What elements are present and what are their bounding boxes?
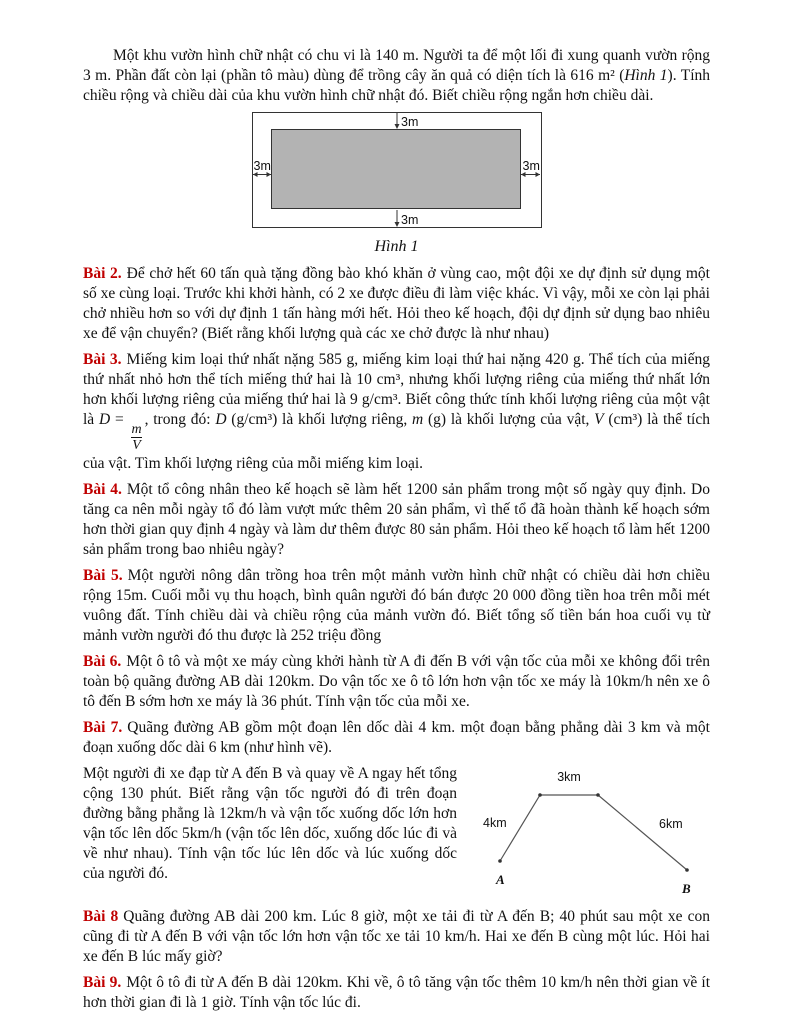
math-variable-V: V <box>594 411 604 428</box>
problem-7 <box>83 718 710 758</box>
problem-2 <box>83 264 710 344</box>
problem-8-label: Bài 8 <box>83 907 119 925</box>
problem-3-text-5: (cm³) là thể tích của vật. Tìm khối lượng riêng của mỗi miếng kim loại. <box>83 411 710 472</box>
problem-4 <box>83 480 710 560</box>
problem-4-text: Một tổ công nhân theo kế hoạch sẽ làm hết 1200 sản phẩm trong một số ngày quy định. Do tăng ca nên mỗi ngày tổ đó làm vượt mức thêm 20 sản phẩm, vì thế tổ đã hoàn thành kế hoạch sớm hơn thời gian quy định 4 ngày và làm dư thêm được 80 sản phẩm. Hỏi theo kế hoạch tổ làm hết 1200 sản phẩm trong bao nhiêu ngày? <box>83 480 710 558</box>
intro-text-1: Một khu vườn hình chữ nhật có chu vi là 140 m. Người ta để một lối đi xung quanh vườn rộng 3 m. Phần đất còn lại (phần tô màu) dùng để trồng cây ăn quả có diện tích là 616 m² ( <box>83 47 710 84</box>
bottom-dimension-label: 3m <box>400 213 418 227</box>
garden-diagram <box>252 112 542 228</box>
fraction-m-over-V <box>131 422 141 454</box>
intro-text-2: ). Tính chiều rộng và chiều dài của khu vườn hình chữ nhật đó. Biết chiều rộng ngắn hơn chiều dài. <box>83 67 711 104</box>
problem-6-text: Một ô tô và một xe máy cùng khởi hành từ A đi đến B với vận tốc của mỗi xe không đổi trên toàn bộ quãng đường AB dài 120km. Do vận tốc xe ô tô lớn hơn vận tốc xe máy là 10km/h nên xe ô tô đến B sớm hơn xe máy là 36 phút. Tính vận tốc của mỗi xe. <box>83 652 710 710</box>
problem-7-two-column-block <box>83 764 710 903</box>
problem-9-text: Một ô tô đi từ A đến B dài 120km. Khi về, ô tô tăng vận tốc thêm 10 km/h nên thời gian về ít hơn thời gian đi là 1 giờ. Tính vận tốc lúc đi. <box>83 973 710 1011</box>
downhill-segment-label: 6km <box>659 816 683 831</box>
problem-6-label: Bài 6. <box>83 652 122 670</box>
road-profile-diagram <box>460 764 710 897</box>
problem-2-label: Bài 2. <box>83 265 122 282</box>
problem-9-label: Bài 9. <box>83 973 122 991</box>
top-dimension-label: 3m <box>400 115 418 129</box>
problem-3-text-3: (g/cm³) là khối lượng riêng, <box>226 411 412 428</box>
problem-3 <box>83 350 710 474</box>
fraction-numerator: m <box>131 422 142 437</box>
problem-8-text: Quãng đường AB dài 200 km. Lúc 8 giờ, một xe tải đi từ A đến B; 40 phút sau một xe con cũng đi từ A đến B với vận tốc lớn hơn vận tốc xe tải 10 km/h. Hai xe đến B cùng một lúc. Hỏi hai xe đến B lúc mấy giờ? <box>83 907 710 965</box>
problem-3-text-4: (g) là khối lượng của vật, <box>423 411 595 428</box>
hill-top-right-dot <box>596 793 600 797</box>
problem-5-label: Bài 5. <box>83 566 123 584</box>
problem-3-label: Bài 3. <box>83 351 122 368</box>
figure-2 <box>460 764 710 903</box>
problem-9 <box>83 973 710 1013</box>
problem-7-text-2: Một người đi xe đạp từ A đến B và quay về A ngay hết tổng cộng 130 phút. Biết rằng vận tốc người đó đi trên đoạn đường bằng phẳng là 12km/h và vận tốc xuống dốc lớn hơn vận tốc lên dốc 5km/h (vận tốc lên dốc, xuống dốc lúc đi và về như nhau). Tính vận tốc lúc lên dốc và lúc xuống dốc của người đó. <box>83 764 457 882</box>
fraction-denominator: V <box>132 438 141 454</box>
problem-7-label: Bài 7. <box>83 718 123 736</box>
right-dimension-label: 3m <box>522 159 540 173</box>
point-b-label: B <box>682 880 691 896</box>
figure-1-caption: Hình 1 <box>374 238 419 255</box>
inner-shaded-rectangle <box>271 130 520 209</box>
math-variable-D: D <box>98 411 111 428</box>
problem-3-text-1: Miếng kim loại thứ nhất nặng 585 g, miếng kim loại thứ hai nặng 420 g. Thể tích của miếng thứ nhất nhỏ hơn thể tích miếng thứ hai là 10 cm³, nhưng khối lượng riêng của miếng thứ nhất lớn hơn khối lượng riêng của miếng thứ hai là 9 g/cm³. Biết công thức tính khối lượng riêng của một vật là <box>83 351 710 428</box>
flat-segment-label: 3km <box>557 769 581 784</box>
road-path-line <box>500 795 687 870</box>
uphill-segment-label: 4km <box>483 815 507 830</box>
hill-top-left-dot <box>538 793 542 797</box>
point-a-label: A <box>496 871 505 887</box>
problem-6 <box>83 652 710 712</box>
problem-4-label: Bài 4. <box>83 480 122 498</box>
intro-paragraph <box>83 46 710 106</box>
math-variable-D-2: D <box>215 411 227 428</box>
intro-figure-reference: Hình 1 <box>624 67 668 84</box>
problem-5 <box>83 566 710 646</box>
problem-8 <box>83 907 710 967</box>
math-variable-m: m <box>412 411 424 428</box>
problem-7-text-1: Quãng đường AB gồm một đoạn lên dốc dài 4 km. một đoạn bằng phẳng dài 3 km và một đoạn xuống dốc dài 6 km (như hình vẽ). <box>83 718 710 756</box>
left-dimension-label: 3m <box>253 159 271 173</box>
math-equals: = <box>110 411 129 428</box>
problem-2-text: Để chở hết 60 tấn quà tặng đồng bào khó khăn ở vùng cao, một đội xe dự định sử dụng một số xe cùng loại. Trước khi khởi hành, có 2 xe được điều đi làm việc khác. Vì vậy, mỗi xe còn lại phải chở nhiều hơn so với dự định 1 tấn hàng mới hết. Hỏi theo kế hoạch, đội dự định sử dụng bao nhiêu xe để vận chuyển? (Biết rằng khối lượng quà các xe chở được là như nhau) <box>83 265 710 342</box>
point-b-dot <box>685 868 689 872</box>
figure-1 <box>83 112 710 257</box>
problem-3-text-2: , trong đó: <box>144 411 216 428</box>
point-a-dot <box>498 859 502 863</box>
problem-5-text: Một người nông dân trồng hoa trên một mảnh vườn hình chữ nhật có chiều dài hơn chiều rộng 15m. Cuối mỗi vụ thu hoạch, bình quân người đó bán được 20 000 đồng tiền hoa trên mỗi mét vuông đất. Tính chiều dài và chiều rộng của mảnh vườn đó. Biết tổng số tiền bán hoa cuối vụ từ mảnh vườn người đó thu được là 252 triệu đồng <box>83 566 710 644</box>
